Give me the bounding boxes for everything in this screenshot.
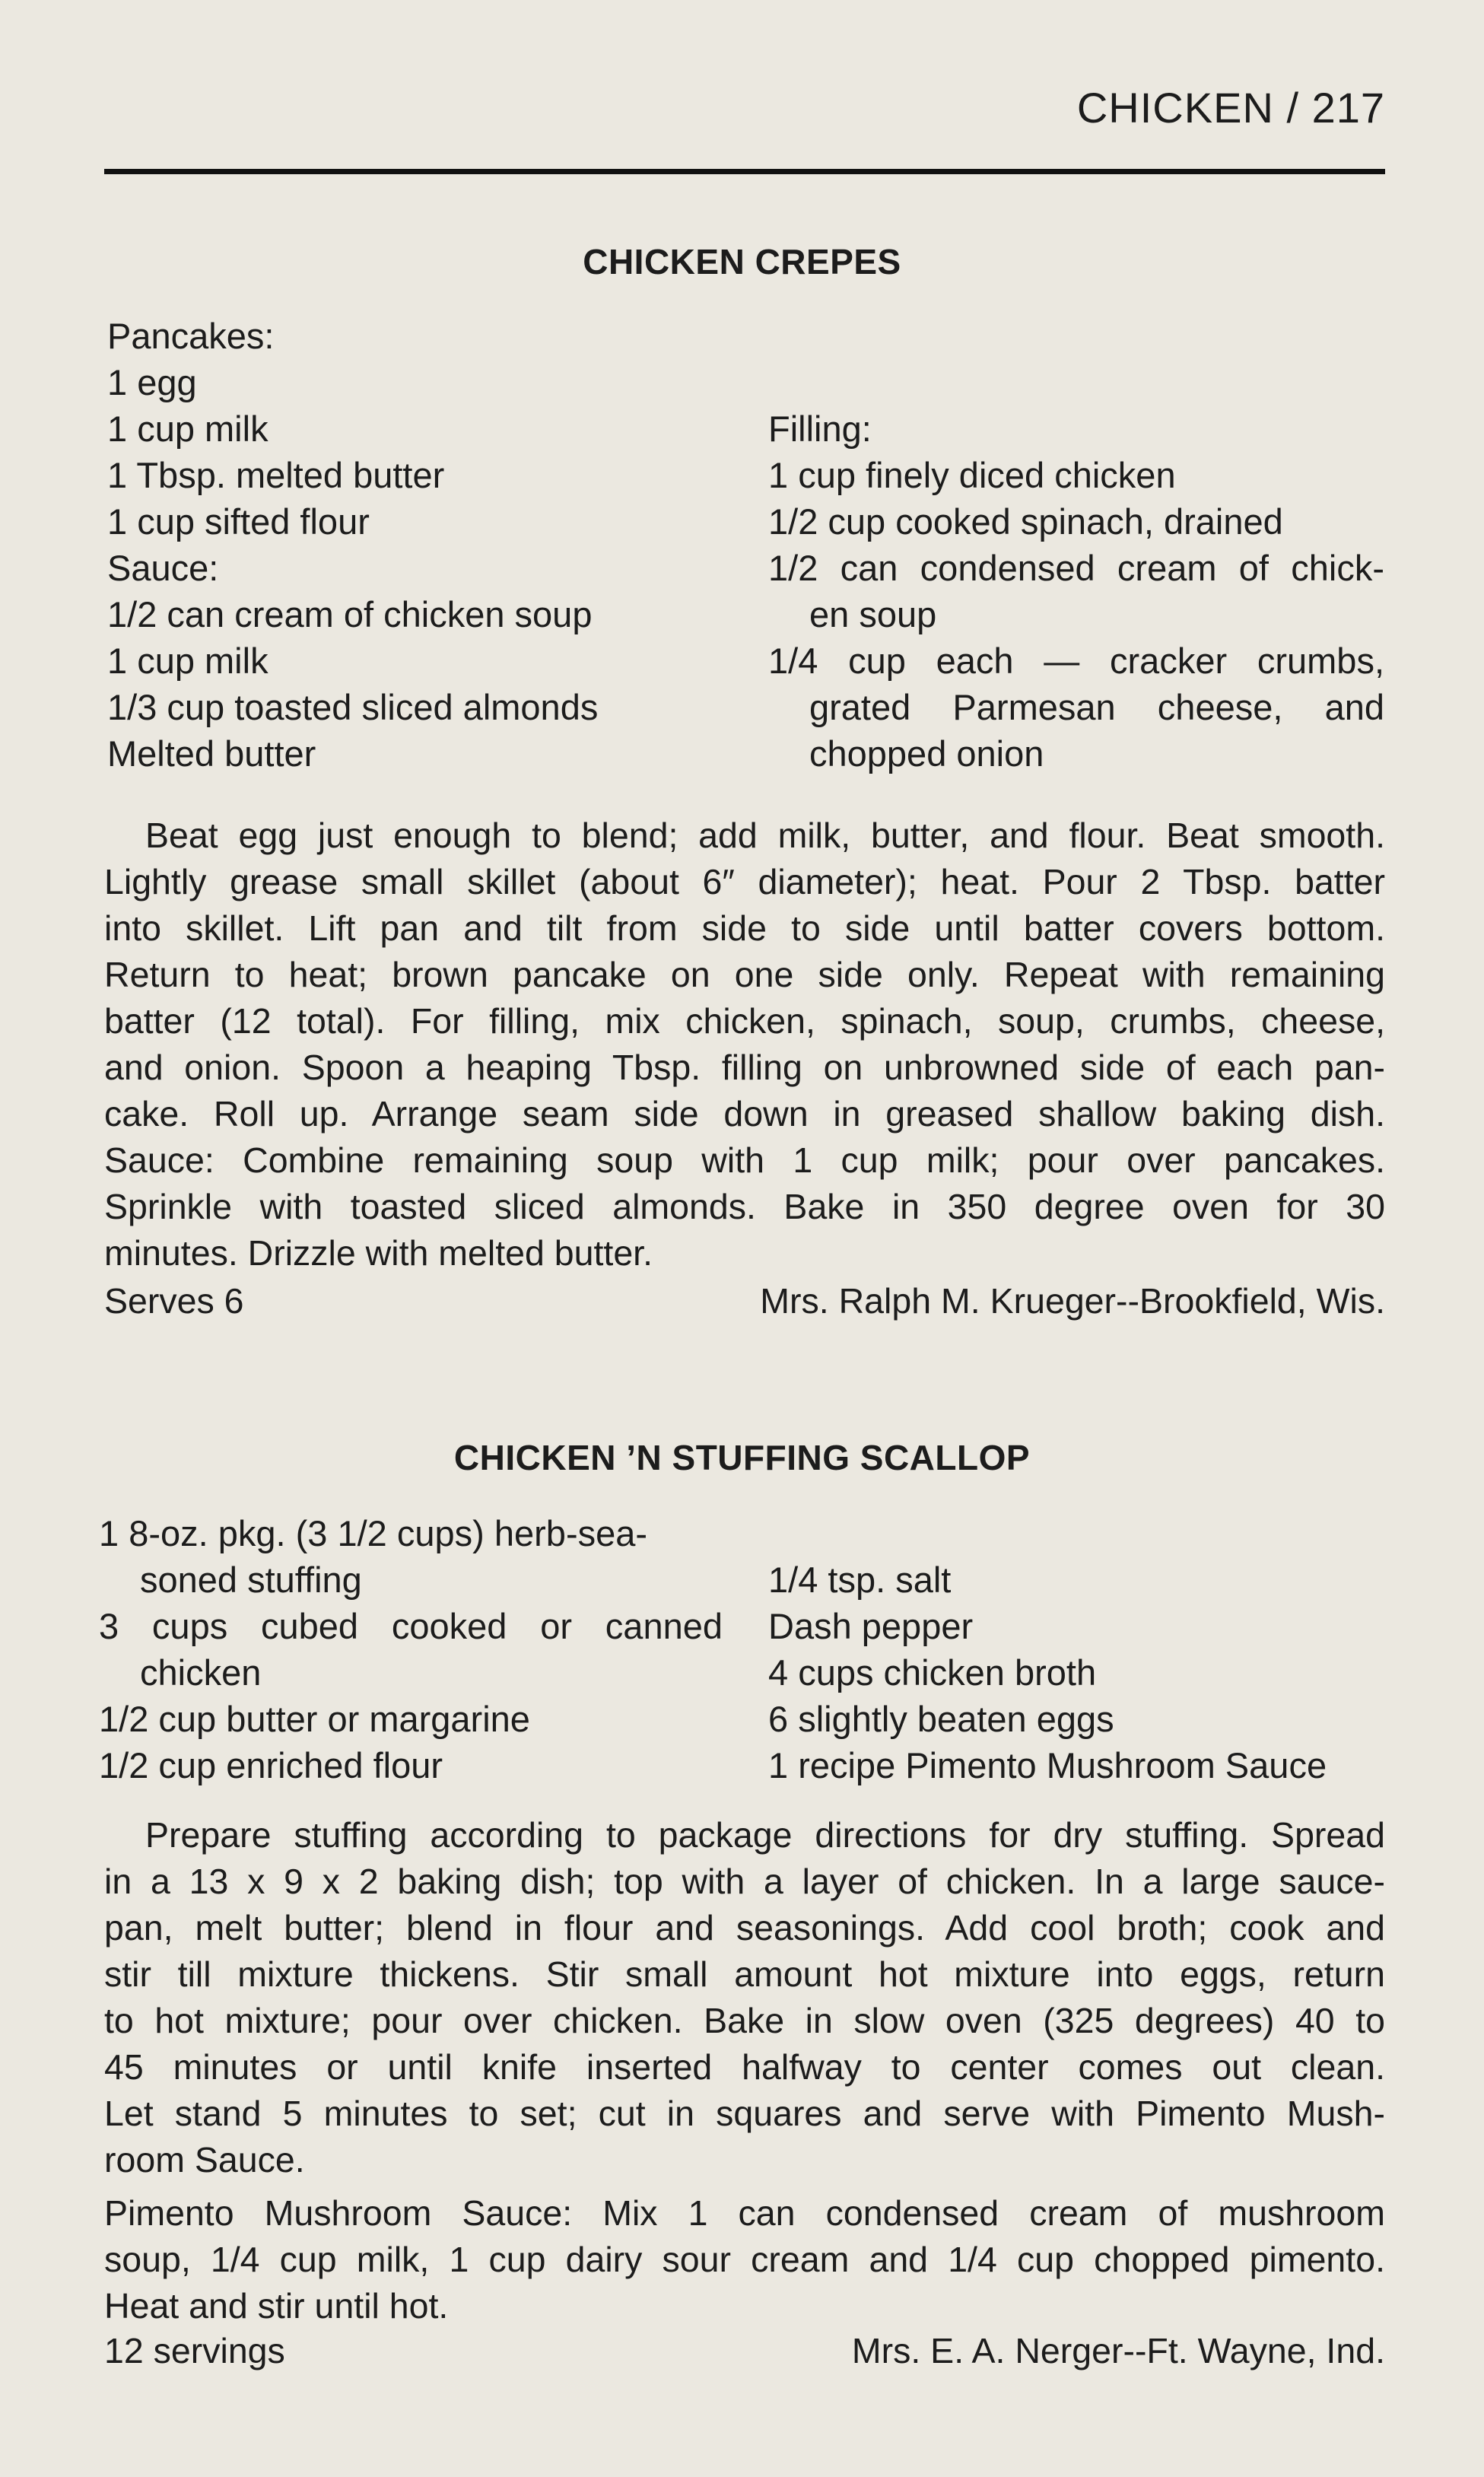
ingredient-line: 6 slightly beaten eggs: [768, 1699, 1114, 1739]
directions-line: in a 13 x 9 x 2 baking dish; top with a layer of chicken. In a large sauce-: [104, 1862, 1385, 1901]
ingredient-line: chicken: [140, 1652, 262, 1693]
ingredient-line: 1/3 cup toasted sliced almonds: [107, 687, 599, 727]
ingredient-line: 1/4 cup each — cracker crumbs,: [768, 641, 1384, 681]
ingredient-line: en soup: [809, 594, 937, 634]
directions-line: minutes. Drizzle with melted butter.: [104, 1233, 653, 1273]
directions-line: Sprinkle with toasted sliced almonds. Bake in 350 degree oven for 30: [104, 1187, 1385, 1226]
ingredient-line: 1 egg: [107, 362, 197, 402]
recipe2-ingredients-left: [99, 1510, 723, 1789]
ingredient-line: 3 cups cubed cooked or canned: [99, 1606, 723, 1646]
ingredient-line: chopped onion: [809, 733, 1044, 774]
directions-line: Sauce: Combine remaining soup with 1 cup milk; pour over pancakes.: [104, 1140, 1385, 1180]
recipe2-ingredients-right: [768, 1556, 1384, 1789]
recipe-contributor: Mrs. Ralph M. Krueger--Brookfield, Wis.: [760, 1281, 1385, 1321]
ingredient-line: 1 8-oz. pkg. (3 1/2 cups) herb-sea-: [99, 1513, 648, 1553]
directions-line: Beat egg just enough to blend; add milk, butter, and flour. Beat smooth.: [145, 816, 1385, 855]
directions-line: cake. Roll up. Arrange seam side down in greased shallow baking dish.: [104, 1094, 1385, 1134]
ingredient-line: 1 cup milk: [107, 409, 269, 449]
ingredient-line: Filling:: [768, 409, 872, 449]
sauce-line: soup, 1/4 cup milk, 1 cup dairy sour cream and 1/4 cup chopped pimento.: [104, 2240, 1385, 2279]
recipe1-ingredients-left: [107, 313, 777, 777]
ingredient-line: 1 cup sifted flour: [107, 501, 370, 542]
ingredient-line: Melted butter: [107, 733, 316, 774]
ingredient-line: 1/2 cup butter or margarine: [99, 1699, 530, 1739]
ingredient-line: 1/2 can condensed cream of chick-: [768, 548, 1384, 588]
ingredient-line: 1 cup milk: [107, 641, 269, 681]
sauce-line: Pimento Mushroom Sauce: Mix 1 can condensed cream of mushroom: [104, 2193, 1385, 2233]
directions-line: pan, melt butter; blend in flour and seasonings. Add cool broth; cook and: [104, 1908, 1385, 1948]
ingredient-line: 1/2 can cream of chicken soup: [107, 594, 593, 634]
directions-line: stir till mixture thickens. Stir small amount hot mixture into eggs, return: [104, 1954, 1385, 1994]
ingredient-line: 1/2 cup enriched flour: [99, 1745, 443, 1785]
recipe2-directions: [104, 1812, 1385, 2183]
directions-line: room Sauce.: [104, 2140, 305, 2180]
recipe1-ingredients-right: [768, 405, 1384, 777]
ingredient-line: grated Parmesan cheese, and: [809, 687, 1384, 727]
ingredient-line: 1/2 cup cooked spinach, drained: [768, 501, 1283, 542]
pimento-sauce-paragraph: [104, 2190, 1385, 2329]
directions-line: and onion. Spoon a heaping Tbsp. filling on unbrowned side of each pan-: [104, 1048, 1385, 1087]
recipe-yield: 12 servings: [104, 2331, 285, 2370]
ingredient-line: 1 recipe Pimento Mushroom Sauce: [768, 1745, 1327, 1785]
ingredient-line: Pancakes:: [107, 316, 275, 356]
recipe-title-chicken-crepes: CHICKEN CREPES: [583, 242, 901, 281]
directions-line: Let stand 5 minutes to set; cut in squares and serve with Pimento Mush-: [104, 2094, 1385, 2133]
recipe-contributor: Mrs. E. A. Nerger--Ft. Wayne, Ind.: [851, 2331, 1385, 2370]
ingredient-line: Dash pepper: [768, 1606, 974, 1646]
ingredient-line: 1/4 tsp. salt: [768, 1560, 952, 1600]
directions-line: Return to heat; brown pancake on one side only. Repeat with remaining: [104, 955, 1385, 994]
ingredient-line: 4 cups chicken broth: [768, 1652, 1097, 1693]
ingredient-line: Sauce:: [107, 548, 219, 588]
directions-line: into skillet. Lift pan and tilt from side to side until batter covers bottom.: [104, 908, 1385, 948]
directions-line: 45 minutes or until knife inserted halfway to center comes out clean.: [104, 2047, 1385, 2087]
ingredient-line: 1 Tbsp. melted butter: [107, 455, 445, 495]
directions-line: Lightly grease small skillet (about 6″ diameter); heat. Pour 2 Tbsp. batter: [104, 862, 1385, 901]
running-head: CHICKEN / 217: [1076, 84, 1385, 132]
recipe-yield: Serves 6: [104, 1281, 244, 1321]
recipe1-directions: [104, 812, 1385, 1277]
ingredient-line: soned stuffing: [140, 1560, 362, 1600]
directions-line: batter (12 total). For filling, mix chicken, spinach, soup, crumbs, cheese,: [104, 1001, 1385, 1041]
sauce-line: Heat and stir until hot.: [104, 2286, 449, 2326]
ingredient-line: 1 cup finely diced chicken: [768, 455, 1176, 495]
directions-line: to hot mixture; pour over chicken. Bake in slow oven (325 degrees) 40 to: [104, 2001, 1385, 2040]
recipe-title-chicken-stuffing-scallop: CHICKEN ’N STUFFING SCALLOP: [453, 1438, 1031, 1477]
directions-line: Prepare stuffing according to package directions for dry stuffing. Spread: [145, 1815, 1385, 1855]
header-rule: [104, 169, 1385, 174]
